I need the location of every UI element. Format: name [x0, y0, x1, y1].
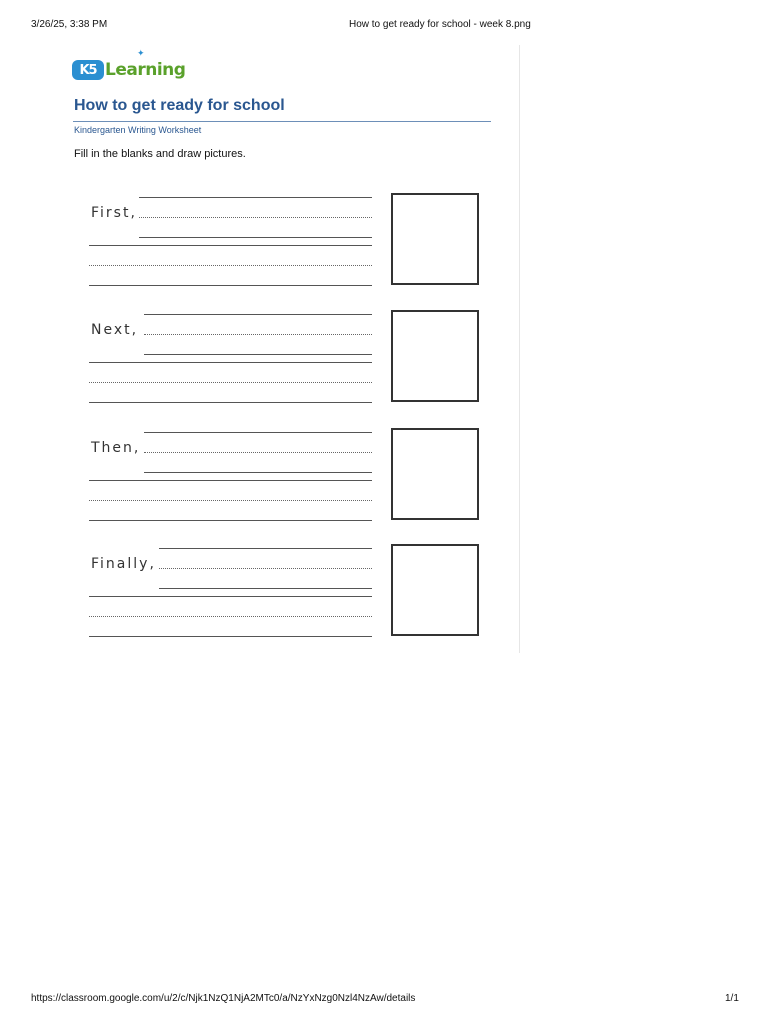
writing-line-mid[interactable] [89, 382, 372, 383]
step-next [89, 310, 479, 406]
writing-line-mid[interactable] [89, 616, 372, 617]
writing-line-base[interactable] [139, 237, 372, 238]
writing-line-base[interactable] [144, 354, 372, 355]
writing-line-base[interactable] [159, 588, 372, 589]
k5-learning-logo [72, 48, 186, 83]
drawing-box[interactable] [391, 193, 479, 285]
writing-line-top[interactable] [144, 314, 372, 315]
writing-line-mid[interactable] [89, 500, 372, 501]
writing-line-mid[interactable] [159, 568, 372, 569]
writing-line-base[interactable] [89, 636, 372, 637]
worksheet-page [57, 45, 520, 653]
logo-badge: K5 [72, 60, 104, 80]
writing-line-top[interactable] [139, 197, 372, 198]
title-divider [73, 121, 491, 122]
writing-line-base[interactable] [89, 402, 372, 403]
writing-line-mid[interactable] [139, 217, 372, 218]
writing-line-mid[interactable] [144, 452, 372, 453]
writing-line-top[interactable] [89, 596, 372, 597]
print-datetime: 3/26/25, 3:38 PM [31, 19, 108, 30]
writing-line-mid[interactable] [144, 334, 372, 335]
step-label: Next, [91, 322, 139, 338]
drawing-box[interactable] [391, 544, 479, 636]
step-label: Then, [91, 440, 141, 456]
step-first [89, 193, 479, 289]
writing-line-top[interactable] [89, 480, 372, 481]
step-then [89, 428, 479, 524]
worksheet-title: How to get ready for school [74, 97, 285, 114]
worksheet-instructions: Fill in the blanks and draw pictures. [74, 148, 246, 160]
writing-line-top[interactable] [144, 432, 372, 433]
print-url: https://classroom.google.com/u/2/c/Njk1NzQ1NjA2MTc0/a/NzYxNzg0Nzl4NzAw/details [31, 993, 416, 1004]
logo-sparkle-icon: ✦ [137, 48, 145, 58]
logo-wordmark: Learning [105, 60, 186, 80]
drawing-box[interactable] [391, 428, 479, 520]
writing-line-top[interactable] [159, 548, 372, 549]
writing-line-base[interactable] [89, 285, 372, 286]
print-page-number: 1/1 [725, 993, 739, 1004]
writing-line-mid[interactable] [89, 265, 372, 266]
worksheet-subtitle: Kindergarten Writing Worksheet [74, 125, 202, 135]
drawing-box[interactable] [391, 310, 479, 402]
writing-line-top[interactable] [89, 362, 372, 363]
step-label: First, [91, 205, 137, 221]
writing-line-top[interactable] [89, 245, 372, 246]
step-label: Finally, [91, 556, 156, 572]
step-finally [89, 544, 479, 640]
print-document-title: How to get ready for school - week 8.png [349, 19, 531, 30]
writing-line-base[interactable] [144, 472, 372, 473]
writing-line-base[interactable] [89, 520, 372, 521]
